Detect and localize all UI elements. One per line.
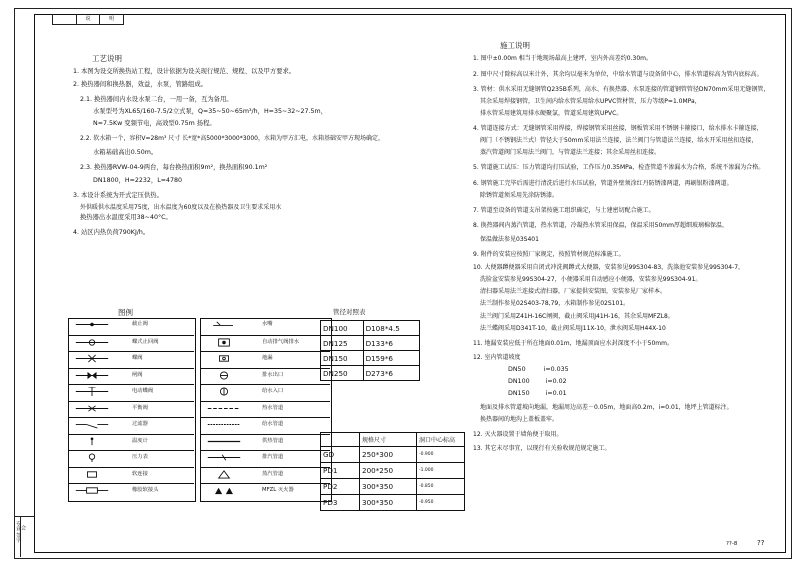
construction-line: 12. 室内管道坡度 <box>473 354 521 361</box>
legend-symbol-icon <box>72 404 112 413</box>
legend-symbol-icon <box>72 437 112 446</box>
construction-line: 8. 换热器间内蒸汽管道，热水管道，冷凝热水管采用保温，保温采用50mm厚超细玻璃棉保温， <box>473 222 728 229</box>
table-row <box>321 433 465 447</box>
table-cell: D273*6 <box>363 366 419 381</box>
process-line: 1. 本图为设交所换热站工程，设计依据为设关现行规范、规程、以及甲方要求。 <box>73 68 296 75</box>
legend-label: 温度计 <box>132 437 148 444</box>
construction-line: 保温做法参见03S401 <box>480 236 539 243</box>
legend-row <box>68 467 194 481</box>
legend-label: 蝶式止回阀 <box>132 338 159 345</box>
legend-label: 蒸汽管道 <box>262 470 284 477</box>
table-cell: 300*350 <box>360 479 417 495</box>
table-row <box>321 336 420 351</box>
side-strip-label: 专业 签字 <box>15 521 21 543</box>
legend-label: MFZL 灭火器 <box>262 487 294 493</box>
legend-symbol-icon <box>204 320 244 329</box>
legend-label: 给水入口 <box>262 388 284 394</box>
construction-line: 13. 其它未尽事宜，以现行有关验收规范规定施工。 <box>473 445 611 452</box>
legend-symbol-icon <box>204 470 244 479</box>
construction-line: 清扫器采用法兰连接式清扫器，厂家提供安装图，安装参见厂家样本。 <box>480 288 667 295</box>
table-cell: -0.850 <box>417 479 465 495</box>
construction-line: 3. 管材：供水采用无缝钢管Q235B系列，高水、有换热器、水泵连接的管道钢管管径DN70mm采用无缝钢管， <box>473 86 770 93</box>
construction-line: DN100 i=0.02 <box>508 378 567 385</box>
legend-label: 平衡阀 <box>132 404 148 411</box>
table-header: 规格尺寸 <box>360 433 417 447</box>
legend-symbol-icon <box>204 420 244 429</box>
legend-row <box>68 368 194 382</box>
legend-label: 闸阀 <box>132 371 143 378</box>
legend-symbol-icon <box>72 453 112 462</box>
legend-symbol-icon <box>204 486 244 495</box>
legend-label: 橡胶软接头 <box>132 487 159 493</box>
process-line: 2.3. 换热器RVW-04-9两台，每台换热面积9m²，换热面积90.1m² <box>80 164 268 171</box>
construction-line: 5. 管道施工试压：压力管道均打压试验，工作压力0.35MPa，检查管道不渗漏水为合格，系统不渗漏为合格。 <box>473 164 765 171</box>
process-line: 3. 本设计系统为开式定压供热。 <box>73 192 163 199</box>
table-row <box>321 447 465 463</box>
pipe-size-table <box>320 320 420 381</box>
legend-label: 排水出口 <box>262 371 284 378</box>
legend-label: 排汽管道 <box>262 454 284 460</box>
table-cell: DN150 <box>321 351 364 366</box>
construction-line: 地面及排水管道坡向地漏，地漏周边高差－0.05m，地面高0.2m，i=0.01，地坪上管道标注。 <box>480 404 733 411</box>
legend-row <box>200 318 330 331</box>
table-cell: DN125 <box>321 336 364 351</box>
legend-row <box>68 417 194 431</box>
legend-row <box>200 401 330 415</box>
legend-symbol-icon <box>204 404 244 413</box>
legend-row <box>200 450 330 464</box>
title-block <box>52 14 124 25</box>
legend-symbol-icon <box>204 354 244 363</box>
side-strip <box>14 516 34 558</box>
table-cell: DN250 <box>321 366 364 381</box>
table-cell: DN100 <box>321 321 364 336</box>
table-cell: PD2 <box>321 479 360 495</box>
construction-line: 9. 附件的安装应按照厂家规定，按照管材规范标准施工。 <box>473 251 625 258</box>
table-row <box>321 463 465 479</box>
construction-line: 法兰制作参见02S403-78,79，水箱制作参见02S101。 <box>480 300 630 307</box>
legend-symbol-icon <box>72 387 112 396</box>
process-line: 4. 站区内热负荷790KJ/h。 <box>73 229 150 236</box>
table-row <box>321 479 465 495</box>
construction-line: 法兰阀门采用Z41H-16C闸阀，截止阀采用J41H-16，其余采用MFZL8。 <box>480 313 674 320</box>
table-cell: 200*250 <box>360 463 417 479</box>
construction-line: 法兰蝶阀采用D341T-10，截止阀采用J11X-10，泄水阀采用H44X-10 <box>480 325 666 332</box>
legend-row <box>68 483 194 497</box>
legend-row <box>200 335 330 349</box>
legend-label: 给水管道 <box>262 421 284 427</box>
process-line: 换热器出水温度采用38~40°C。 <box>80 214 172 221</box>
construction-line: 阀门（不锈钢法兰式）管径大于50mm采用法兰连接，法兰阀门与管道法兰连接，给水开采用丝扣连接， <box>480 137 758 144</box>
construction-line: 排水管采用建筑用排水硬聚氯，管道采用建筑UPVC。 <box>480 110 623 117</box>
legend-row <box>200 417 330 431</box>
table-cell: -0.900 <box>417 447 465 463</box>
table-cell: D159*6 <box>363 351 419 366</box>
table-cell: 250*300 <box>360 447 417 463</box>
legend-label: 过滤器 <box>132 421 148 427</box>
construction-line: 4. 管道连接方式：无缝钢管采用焊接，焊接钢管采用丝接，钢板管采用不锈钢卡箍接口，给水排水卡箍连接， <box>473 125 763 132</box>
legend-label: 截止阀 <box>132 321 148 327</box>
legend-label: 蝶阀 <box>132 355 143 361</box>
legend-label: 电动蝶阀 <box>132 388 154 394</box>
legend-row <box>68 384 194 398</box>
construction-line: 10. 大便器蹲便器采用自闭式冲洗阀蹲式大便器，安装参见99S304-83，洗涤池安装参见99S304-7， <box>473 264 745 271</box>
legend-label: 地漏 <box>262 355 273 361</box>
table-cell: D108*4.5 <box>363 321 419 336</box>
construction-line: 换热器间的地沟上盖板盖牢。 <box>480 416 559 423</box>
legend-row <box>68 434 194 448</box>
process-line: 水泵型号为XL65/160-7.5/2立式泵，Q=35~50~65m³/h，H=35~32~27.5m， <box>93 108 327 115</box>
legend-heading: 图例 <box>118 308 133 317</box>
legend-symbol-icon <box>204 371 244 380</box>
process-line: 水箱基础高出0.50m。 <box>93 149 158 156</box>
legend-symbol-icon <box>204 453 244 462</box>
construction-line: 7. 管道至设备的管道支吊架按施工组织确定，与土建密切配合施工。 <box>473 207 655 214</box>
legend-label: 供热管道 <box>262 437 284 444</box>
table-cell: D133*6 <box>363 336 419 351</box>
legend-row <box>200 351 330 365</box>
process-line: 外供暖供水温度采用75度，出水温度为60度以及在换热器及卫生要求采用水 <box>80 204 282 211</box>
pipe-table-heading: 管径对照表 <box>333 308 366 316</box>
legend-row <box>68 351 194 365</box>
title-cell: 说 <box>77 14 101 24</box>
legend-label: 软连接 <box>132 470 148 477</box>
legend-row <box>68 335 194 349</box>
table-cell: 300*350 <box>360 495 417 511</box>
process-line: DN1800，H=2232，L=4780 <box>93 177 183 184</box>
construction-line: 蒸汽管道阀门采用法兰阀门，与管道法兰连接；其余采用丝扣连接。 <box>480 149 661 156</box>
table-row <box>321 351 420 366</box>
legend-symbol-icon <box>204 338 244 347</box>
title-cell: 明 <box>109 16 115 22</box>
legend-row <box>68 318 194 331</box>
construction-line: DN50 i=0.035 <box>508 366 569 373</box>
legend-symbol-icon <box>72 354 112 363</box>
construction-line: 除锈管道须采用先涂防锈漆。 <box>480 192 559 199</box>
legend-label: 水嘴 <box>262 321 273 327</box>
construction-line: 其余采用焊接钢管，卫生间内给水管采用给水UPVC管材管，压力等级P=1.0MPa， <box>480 98 701 105</box>
construction-line: 1. 图中±0.00m 相当于地现场最高上建坪，室内外高差约0.30m。 <box>473 55 652 62</box>
legend-label: 自动排气阀排水 <box>262 338 300 345</box>
legend-row <box>200 467 330 481</box>
table-header <box>321 433 360 447</box>
construction-line: DN150 i=0.01 <box>508 390 567 397</box>
legend-row <box>200 434 330 448</box>
legend-symbol-icon <box>72 470 112 479</box>
legend-symbol-icon <box>72 371 112 380</box>
legend-row <box>68 450 194 464</box>
legend-symbol-icon <box>72 420 112 429</box>
process-line: 2.2. 软水箱一个，容积V=28m³ 尺寸 长*宽*高5000*3000*3000，水箱为甲方汇电，水箱基础安甲方现场确定， <box>80 135 384 142</box>
side-strip-label2: 会 <box>20 525 26 530</box>
table-cell: -1.000 <box>417 463 465 479</box>
table-cell: -0.950 <box>417 495 465 511</box>
legend-label: 热水管道 <box>262 404 284 411</box>
legend-row <box>200 368 330 382</box>
legend-row <box>68 401 194 415</box>
legend-symbol-icon <box>72 338 112 347</box>
construction-line: 11. 地漏安装应低于所在地面0.01m，地漏顶面应水封深度不小于50mm。 <box>473 340 673 347</box>
sheet-code: ??-8 <box>726 541 738 547</box>
title-cell <box>53 14 77 24</box>
legend-row <box>200 384 330 398</box>
table-row <box>321 495 465 511</box>
legend-symbol-icon <box>72 320 112 329</box>
table-header: 洞口中心标高 <box>417 433 465 447</box>
construction-line: 洗脸盆安装参见99S304-27，小便器采用自动感应小便器，安装参见99S304-91。 <box>480 276 702 283</box>
table-row <box>321 321 420 336</box>
table-row <box>321 366 420 381</box>
process-line: 2.1. 换热器间内水设水泵二台，一用一备，互为备用。 <box>80 96 233 103</box>
process-heading: 工艺说明 <box>92 54 122 63</box>
process-line: N=7.5Kw 变频节电，高效型0.75m 扬程。 <box>93 120 216 127</box>
construction-line: 2. 图中尺寸除标高以米计外，其余均以毫米为单位，中给水管道与设备留中心，排水管道标高为管内底标高。 <box>473 71 763 78</box>
legend-symbol-icon <box>204 437 244 446</box>
construction-line: 12. 灭火器设置于墙角便于取用。 <box>473 431 563 438</box>
table-cell: PD1 <box>321 463 360 479</box>
legend-symbol-icon <box>204 387 244 396</box>
legend-table <box>68 318 330 500</box>
sheet-number: ?? <box>757 539 765 547</box>
table-cell: PD3 <box>321 495 360 511</box>
process-line: 2. 换热器间和换热器，效益，水泵，管路组成。 <box>73 81 207 88</box>
legend-label: 压力表 <box>132 454 148 460</box>
construction-line: 6. 钢管施工完毕后需进行清洗后进行水压试验，管道外壁须涂红丹防锈漆两道，再刷银粉漆两道。 <box>473 180 733 187</box>
construction-heading: 施工说明 <box>500 41 530 50</box>
table-cell: GD <box>321 447 360 463</box>
legend-symbol-icon <box>72 486 112 495</box>
duct-opening-table <box>320 432 465 511</box>
legend-row <box>200 483 330 497</box>
